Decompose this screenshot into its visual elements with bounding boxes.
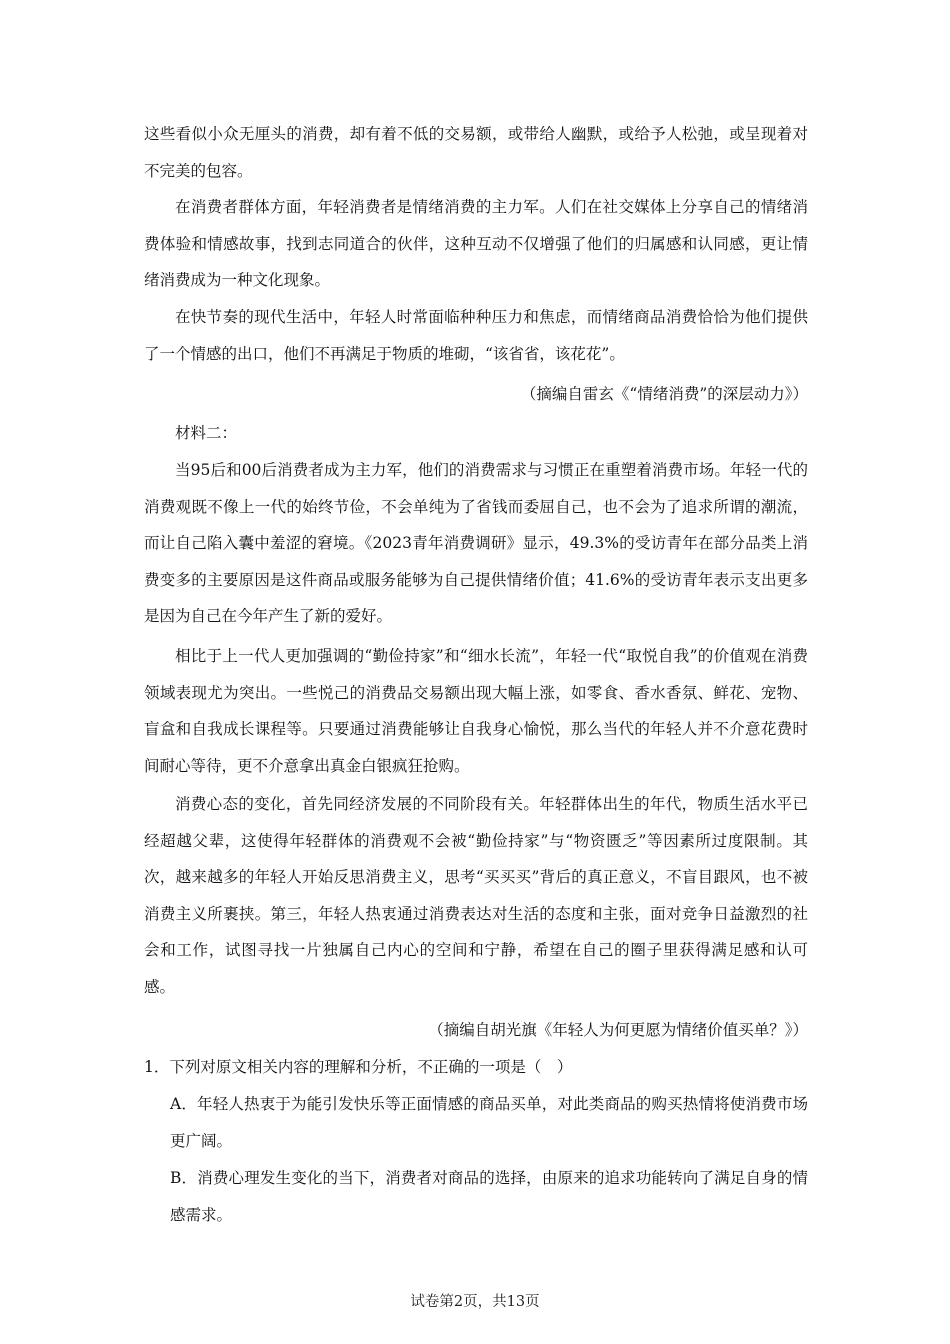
material-two-source: （摘编自胡光旗《年轻人为何更愿为情绪价值买单？》） (428, 1021, 808, 1039)
material-one-paragraph-1: 这些看似小众无厘头的消费，却有着不低的交易额，或带给人幽默，或给予人松弛，或呈现着对不完美的包容。 (144, 125, 808, 180)
question-option-a: A．年轻人热衷于为能引发快乐等正面情感的商品买单，对此类商品的购买热情将使消费市场更广阔。 (170, 1095, 808, 1150)
material-one-paragraph-3: 在快节奏的现代生活中，年轻人时常面临种种压力和焦虑，而情绪商品消费恰恰为他们提供了一个情感的出口，他们不再满足于物质的堆砌，“该省省，该花花”。 (144, 308, 808, 363)
material-one-paragraph-2: 在消费者群体方面，年轻消费者是情绪消费的主力军。人们在社交媒体上分享自己的情绪消费体验和情感故事，找到志同道合的伙伴，这种互动不仅增强了他们的归属感和认同感，更让情绪消费成为一种文化现象。 (144, 198, 808, 289)
question-option-b: B．消费心理发生变化的当下，消费者对商品的选择，由原来的追求功能转向了满足自身的情感需求。 (170, 1169, 808, 1224)
material-two-heading: 材料二： (175, 424, 238, 442)
material-one-source: （摘编自雷玄《“情绪消费”的深层动力》） (520, 385, 808, 403)
material-two-paragraph-2: 相比于上一代人更加强调的“勤俭持家”和“细水长流”，年轻一代“取悦自我”的价值观在消费领域表现尤为突出。一些悦己的消费品交易额出现大幅上涨，如零食、香水香氛、鲜花、宠物、盲盒和自我成长课程等。只要通过消费能够让自我身心愉悦，那么当代的年轻人并不介意花费时间耐心等待，更不介意拿出真金白银疯狂抢购。 (144, 647, 808, 775)
page-footer: 试卷第2页，共13页 (410, 1294, 540, 1310)
question-stem: 1．下列对原文相关内容的理解和分析，不正确的一项是（ ） (144, 1058, 573, 1076)
material-two-paragraph-1: 当95后和00后消费者成为主力军，他们的消费需求与习惯正在重塑着消费市场。年轻一代的消费观既不像上一代的始终节俭，不会单纯为了省钱而委屈自己，也不会为了追求所谓的潮流，而让自己陷入囊中羞涩的窘境。《2023青年消费调研》显示，49.3%的受访青年在部分品类上消费变多的主要原因是这件商品或服务能够为自己提供情绪价值；41.6%的受访青年表示支出更多是因为自己在今年产生了新的爱好。 (144, 461, 808, 625)
material-two-paragraph-3: 消费心态的变化，首先同经济发展的不同阶段有关。年轻群体出生的年代，物质生活水平已经超越父辈，这使得年轻群体的消费观不会被“勤俭持家”与“物资匮乏”等因素所过度限制。其次，越来越多的年轻人开始反思消费主义，思考“买买买”背后的真正意义，不盲目跟风，也不被消费主义所裹挟。第三，年轻人热衷通过消费表达对生活的态度和主张，面对竞争日益激烈的社会和工作，试图寻找一片独属自己内心的空间和宁静，希望在自己的圈子里获得满足感和认可感。 (144, 795, 808, 996)
